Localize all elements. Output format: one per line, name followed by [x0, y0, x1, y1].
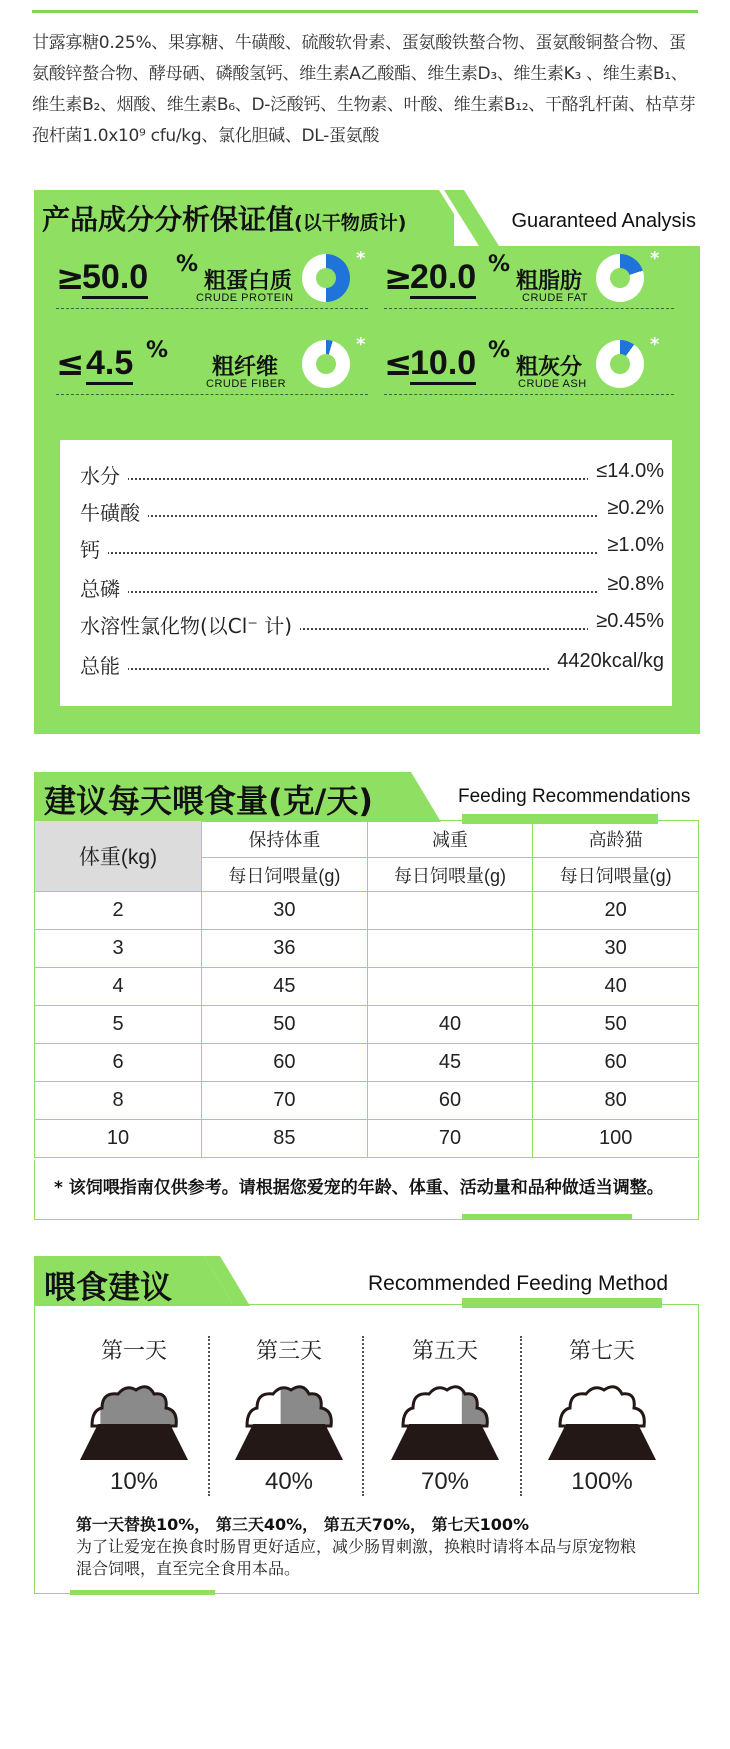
guaranteed-analysis-section	[34, 190, 700, 734]
donut-icon	[596, 340, 644, 388]
day-percent: 10%	[109, 1468, 159, 1495]
analysis-title-text: 产品成分分析保证值	[42, 203, 295, 236]
stat-name: 粗纤维	[212, 355, 279, 380]
cell-weight: 3	[35, 930, 202, 968]
cell-senior: 60	[533, 1044, 699, 1082]
cell-maintain: 36	[202, 930, 368, 968]
cell-weight: 5	[35, 1006, 202, 1044]
cell-weight: 2	[35, 892, 202, 930]
row-label: 钙	[80, 534, 108, 563]
cell-senior: 20	[533, 892, 699, 930]
stat-unit: %	[146, 338, 169, 363]
stat-symbol: ≤	[56, 344, 85, 384]
stat-value: 20.0	[410, 258, 476, 299]
analysis-row-chloride	[80, 610, 664, 640]
day-percent: 70%	[420, 1468, 470, 1495]
table-row	[35, 968, 699, 1006]
table-header-row	[35, 821, 699, 858]
row-label: 总能	[80, 650, 128, 679]
stat-value: 4.5	[86, 344, 133, 385]
row-label: 总磷	[80, 573, 128, 602]
analysis-header	[34, 190, 700, 246]
header-maintain: 保持体重	[202, 821, 368, 858]
header-weight: 体重(kg)	[35, 821, 202, 892]
table-row	[35, 1006, 699, 1044]
cell-weight: 4	[35, 968, 202, 1006]
cell-senior: 40	[533, 968, 699, 1006]
stat-crude-fiber	[56, 334, 366, 396]
analysis-detail-box	[60, 440, 672, 706]
analysis-title	[42, 198, 406, 238]
cell-maintain: 85	[202, 1120, 368, 1158]
analysis-row-energy	[80, 650, 664, 680]
row-dotted-leader	[80, 591, 664, 593]
row-value: ≥0.2%	[599, 497, 664, 520]
stat-dashed-line	[384, 308, 674, 309]
row-value: ≤14.0%	[588, 460, 664, 483]
cell-maintain: 30	[202, 892, 368, 930]
stat-symbol: ≤	[384, 344, 413, 384]
day-percent: 40%	[264, 1468, 314, 1495]
row-value: ≥0.45%	[588, 610, 664, 633]
day-percent: 100%	[571, 1468, 633, 1495]
feeding-table	[34, 820, 699, 1158]
donut-icon	[302, 254, 350, 302]
ingredients-text: 甘露寡糖0.25%、果寡糖、牛磺酸、硫酸软骨素、蛋氨酸铁螯合物、蛋氨酸铜螯合物、蛋氨酸锌螯合物、酵母硒、磷酸氢钙、维生素A乙酸酯、维生素D₃、维生素K₃ 、维生素B₁、维生素B₂、烟酸、维生素B₆、D-泛酸钙、生物素、叶酸、维生素B₁₂、干酪乳杆菌、枯草芽孢杆菌1.0x10⁹ cfu/kg、氯化胆碱、DL-蛋氨酸	[32, 33, 696, 146]
table-row	[35, 930, 699, 968]
day-label: 第三天	[255, 1339, 322, 1364]
table-row	[35, 1044, 699, 1082]
subheader-senior: 每日饲喂量(g)	[533, 858, 699, 892]
analysis-row-moisture	[80, 460, 664, 490]
asterisk-icon: *	[650, 334, 660, 355]
stat-unit: %	[488, 252, 511, 277]
cell-lose: 70	[367, 1120, 533, 1158]
row-value: ≥1.0%	[599, 534, 664, 557]
feeding-note-underline	[462, 1214, 632, 1220]
cell-maintain: 45	[202, 968, 368, 1006]
cell-senior: 100	[533, 1120, 699, 1158]
header-senior: 高龄猫	[533, 821, 699, 858]
cell-lose: 45	[367, 1044, 533, 1082]
donut-icon	[596, 254, 644, 302]
stat-symbol: ≥	[384, 258, 413, 298]
food-bowl-icon	[546, 1384, 658, 1460]
method-summary: 第一天替换10%， 第三天40%， 第五天70%， 第七天100%	[76, 1515, 530, 1534]
cell-lose: 60	[367, 1082, 533, 1120]
header-lose: 减重	[367, 821, 533, 858]
row-value: ≥0.8%	[599, 573, 664, 596]
table-row	[35, 1120, 699, 1158]
method-bottom-underline	[70, 1590, 215, 1595]
row-dotted-leader	[80, 478, 664, 480]
row-label: 水分	[80, 460, 128, 489]
stat-name-en: CRUDE FIBER	[206, 378, 287, 390]
cell-lose	[367, 930, 533, 968]
feeding-note: * 该饲喂指南仅供参考。请根据您爱宠的年龄、体重、活动量和品种做适当调整。	[54, 1178, 664, 1198]
cell-lose: 40	[367, 1006, 533, 1044]
stat-crude-protein	[56, 248, 366, 310]
cell-weight: 6	[35, 1044, 202, 1082]
day-separator	[362, 1336, 364, 1496]
analysis-title-note: (以干物质计)	[294, 212, 407, 234]
day-label: 第五天	[411, 1339, 478, 1364]
analysis-row-calcium	[80, 534, 664, 564]
row-dotted-leader	[80, 515, 664, 517]
stat-value: 50.0	[82, 258, 148, 299]
food-bowl-icon	[389, 1384, 501, 1460]
cell-senior: 50	[533, 1006, 699, 1044]
analysis-row-phosphorus	[80, 573, 664, 603]
donut-icon	[302, 340, 350, 388]
stat-dashed-line	[56, 308, 368, 309]
method-title-en: Recommended Feeding Method	[368, 1272, 669, 1295]
cell-maintain: 50	[202, 1006, 368, 1044]
analysis-title-en: Guaranteed Analysis	[511, 210, 696, 232]
stat-unit: %	[176, 252, 199, 277]
cell-weight: 8	[35, 1082, 202, 1120]
cell-weight: 10	[35, 1120, 202, 1158]
cell-maintain: 60	[202, 1044, 368, 1082]
stat-name-en: CRUDE ASH	[518, 378, 587, 390]
feeding-title-en: Feeding Recommendations	[458, 786, 691, 807]
subheader-lose: 每日饲喂量(g)	[367, 858, 533, 892]
stat-dashed-line	[384, 394, 674, 395]
stat-symbol: ≥	[56, 258, 85, 298]
stat-crude-fat	[384, 248, 660, 310]
day-label: 第一天	[100, 1339, 167, 1364]
asterisk-icon: *	[356, 334, 366, 355]
stat-unit: %	[488, 338, 511, 363]
food-bowl-icon	[78, 1384, 190, 1460]
subheader-maintain: 每日饲喂量(g)	[202, 858, 368, 892]
cell-senior: 30	[533, 930, 699, 968]
day-label: 第七天	[568, 1339, 635, 1364]
stat-crude-ash	[384, 334, 660, 396]
stat-value: 10.0	[410, 344, 476, 385]
row-value: 4420kcal/kg	[549, 650, 664, 673]
row-dotted-leader	[80, 552, 664, 554]
cell-maintain: 70	[202, 1082, 368, 1120]
top-divider	[32, 10, 698, 13]
day-separator	[520, 1336, 522, 1496]
stat-name: 粗脂肪	[516, 269, 583, 294]
food-bowl-icon	[233, 1384, 345, 1460]
cell-lose	[367, 892, 533, 930]
cell-lose	[367, 968, 533, 1006]
day-separator	[208, 1336, 210, 1496]
stat-name-en: CRUDE FAT	[522, 292, 589, 304]
row-label: 水溶性氯化物(以Cl⁻ 计)	[80, 610, 300, 639]
asterisk-icon: *	[356, 248, 366, 269]
stat-name: 粗蛋白质	[204, 269, 293, 294]
table-row	[35, 1082, 699, 1120]
row-label: 牛磺酸	[80, 497, 148, 526]
analysis-row-taurine	[80, 497, 664, 527]
method-description: 为了让爱宠在换食时肠胃更好适应，减少肠胃刺激，换粮时请将本品与原宠物粮混合饲喂，直至完全食用本品。	[76, 1537, 637, 1578]
cell-senior: 80	[533, 1082, 699, 1120]
table-row	[35, 892, 699, 930]
stat-name-en: CRUDE PROTEIN	[196, 292, 294, 304]
stat-name: 粗灰分	[516, 355, 583, 380]
stat-dashed-line	[56, 394, 368, 395]
feeding-title: 建议每天喂食量(克/天)	[44, 782, 373, 820]
asterisk-icon: *	[650, 248, 660, 269]
method-title: 喂食建议	[44, 1268, 173, 1306]
